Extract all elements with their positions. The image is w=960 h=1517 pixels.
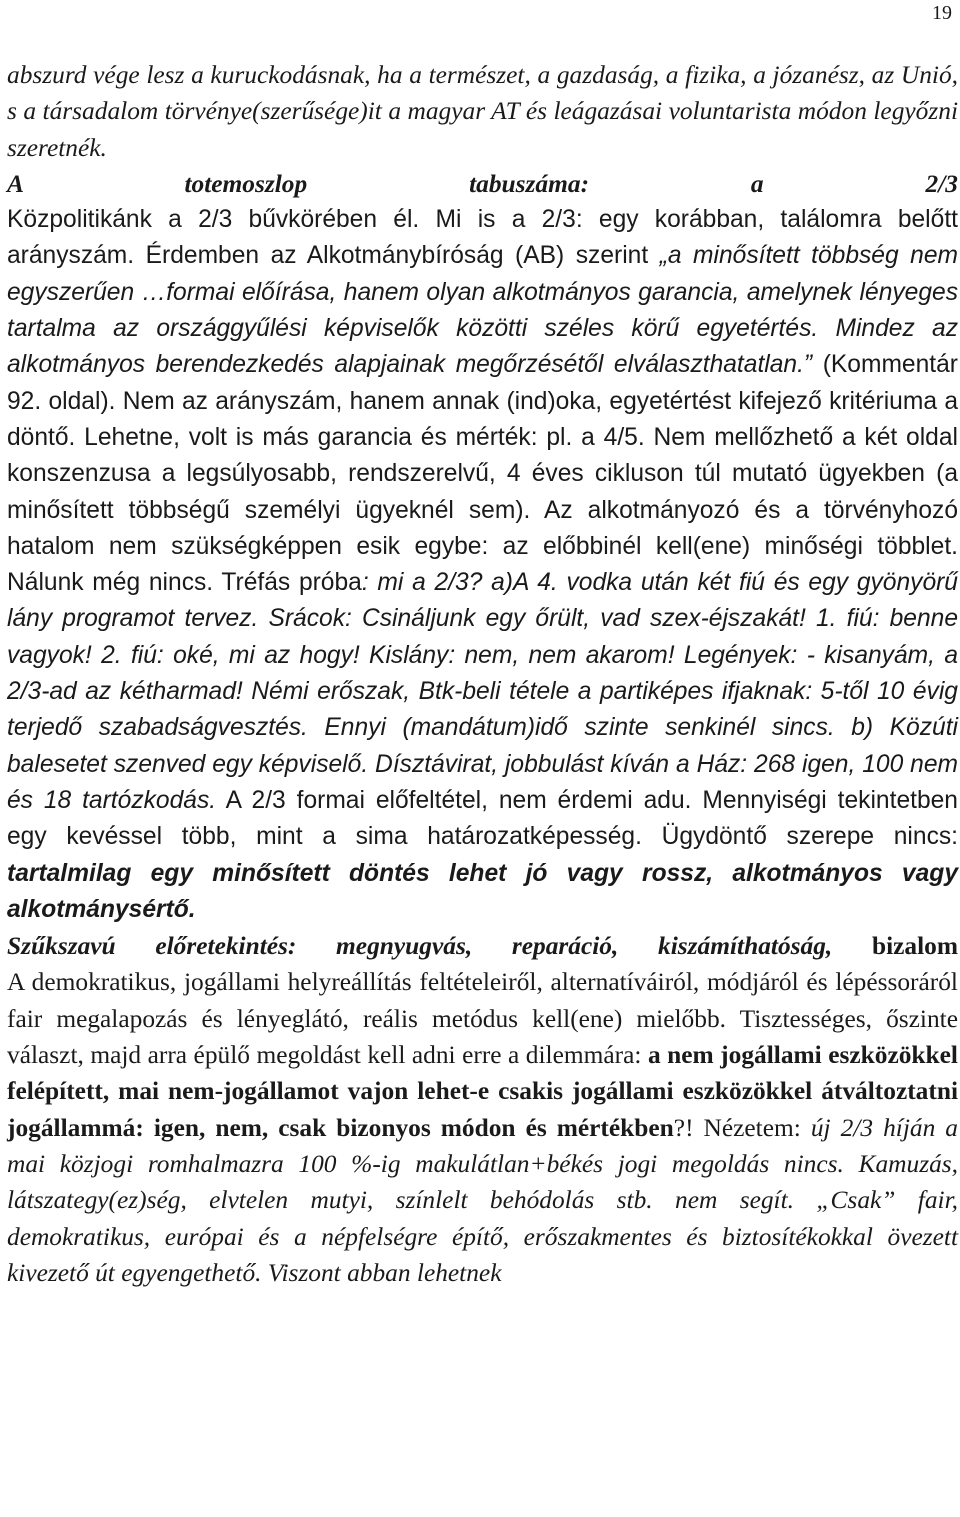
body-text [7,57,958,1291]
restoration-sentence-1: A demokratikus, jogállami helyreállítás feltételeiről, alternatíváiról, módjáról és lépéssoráról fair megalapozás és lényeglátó, reális metódus kell(ene) mielőbb. Tisztességes, őszinte választ, majd arra épülő megoldást kell adni erre a dilemmára: [7,968,958,1070]
two-thirds-sentence-3: (Kommentár 92. oldal). Nem az arányszám, hanem annak (ind)oka, egyetértést kifejező kritériuma a döntő. Lehetne, volt is más garancia és mérték: pl. a 4/5. Nem mellőzhető a két oldal konszenzusa a legsúlyosabb, rendszerelvű, 4 éves cikluson túl mutató ügyekben (a minősített többségű személyi ügyeknél sem). Az alkotmányozó és a törvényhozó hatalom nem szükségképpen esik egybe: az előbbinél kell(ene) minőségi többlet. Nálunk még nincs. Tréfás próba [7,351,958,597]
joke-text: : mi a 2/3? a)A 4. vodka után két fiú és egy gyönyörű lány programot tervez. Srácok: Csináljunk egy őrült, vad szex-éjszakát! 1. fiú: benne vagyok! 2. fiú: oké, mi az hogy! Kislány: nem, nem akarom! Legények: - kisanyám, a 2/3-ad az kétharmad! Némi erőszak, Btk-beli tétele a partiképes ifjaknak: 5-től 10 évig terjedő szabadságvesztés. Ennyi (mandátum)idő szinte senkinél sincs. b) Közúti balesetet szenved egy képviselő. Dísztávirat, jobbulást kíván a Ház: 268 igen, 100 nem és 18 tartózkodás. [7,569,958,814]
two-thirds-sentence-1: Közpolitikánk a 2/3 bűvkörében él. Mi is a 2/3: egy korábban, találomra belőtt arányszám. [7,206,958,270]
restoration-view: új 2/3 híján a mai közjogi romhalmazra 100 %-ig makulátlan+békés jogi megoldás nincs. Kamuzás, látszategy(ez)ség, elvtelen mutyi, színlelt behódolás stb. nem segít. „Csak” fair, demokratikus, európai és a népfelségre építő, erőszakmentes és biztosítékokkal övezett kivezető út egyengethető. Viszont abban lehetnek [7,1113,958,1287]
page-number: 19 [932,2,952,24]
two-thirds-sentence-4: A 2/3 formai előfeltétel, nem érdemi adu. Mennyiségi tekintetben egy kevéssel több, mint a sima határozatképesség. Ügydöntő szerepe nincs: [7,786,958,851]
two-thirds-sentence-2: Érdemben az Alkotmánybíróság (AB) szerint [134,242,660,270]
intro-italic-text: abszurd vége lesz a kuruckodásnak, ha a természet, a gazdaság, a fizika, a józanész, az Unió, s a társadalom törvénye(szerűsége)it a magyar AT és leágazásai voluntarista módon legyőzni szeretnék. [7,61,958,162]
two-thirds-conclusion: tartalmilag egy minősített döntés lehet jó vagy rossz, alkotmányos vagy alkotmánysértő. [7,859,958,923]
restoration-sentence-2: ?! Nézetem: [673,1113,811,1142]
heading-outlook-tail: bizalom [832,932,959,961]
paragraph-restoration [7,964,958,1291]
restoration-dilemma: a nem jogállami eszközökkel felépített, mai nem-jogállamot vajon lehet-e csakis jogállami eszközökkel átváltoztatni jogállammá: igen, nem, csak bizonyos módon és mértékben [7,1041,958,1142]
paragraph-two-thirds [7,202,958,964]
ab-quote: „a minősített többség nem egyszerűen …formai előírása, hanem olyan alkotmányos garancia, amelynek lényeges tartalma az országgyűlési képviselők közötti széles körű egyetértés. Mindez az alkotmányos berendezkedés alapjainak megőrzésétől elválaszthatatlan.” [7,242,959,379]
heading-totem-text: A totemoszlop tabuszáma: a 2/3 [7,169,958,198]
heading-outlook-italic: Szűkszavú előretekintés: megnyugvás, reparáció, kiszámíthatóság, [7,932,833,961]
